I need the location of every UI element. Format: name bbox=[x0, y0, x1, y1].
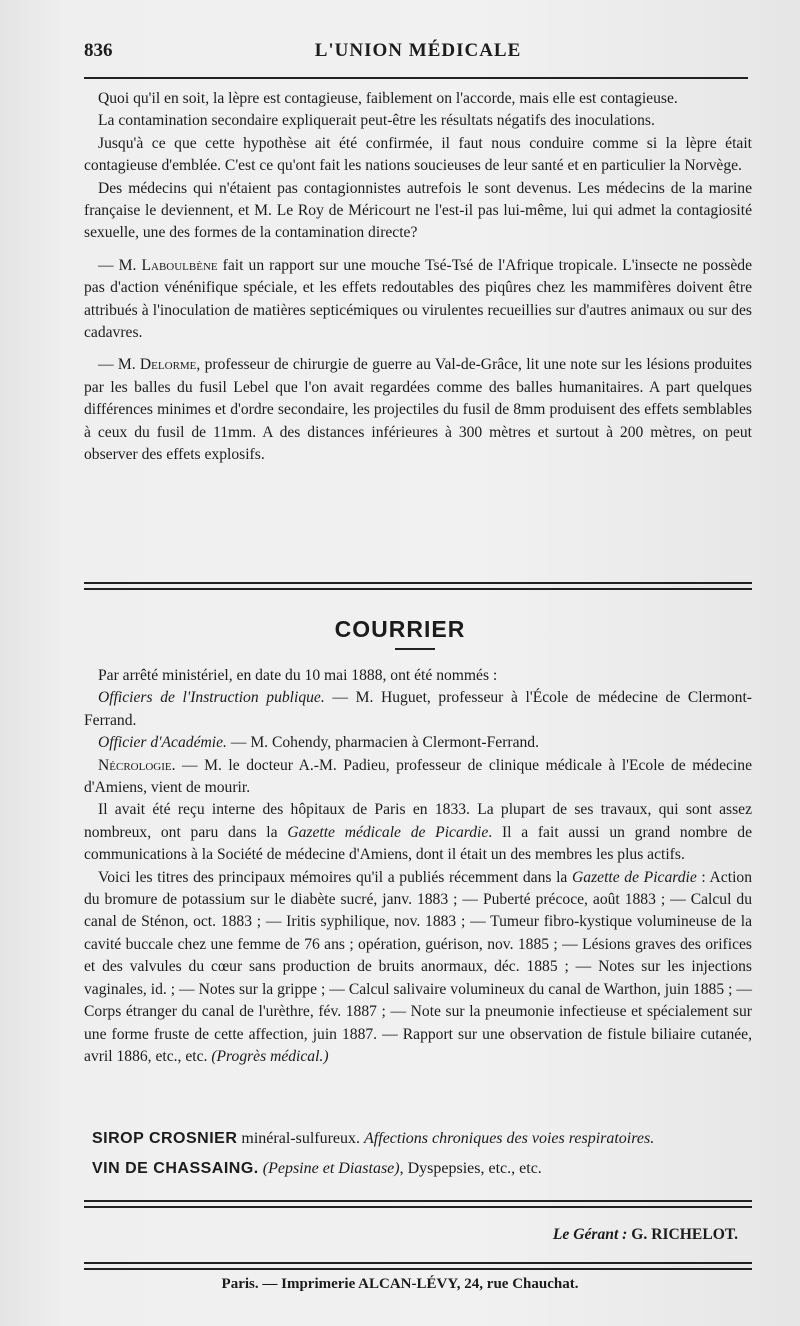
advertisements bbox=[92, 1124, 752, 1184]
appointment-label: Officiers de l'Instruction publique. bbox=[98, 689, 325, 707]
paragraph-text: — M. Cohendy, pharmacien à Clermont-Ferrand. bbox=[226, 734, 540, 752]
journal-title: Gazette médicale de Picardie bbox=[287, 823, 489, 841]
imprint-divider bbox=[84, 1262, 752, 1264]
ad-text: minéral-sulfureux. bbox=[237, 1130, 365, 1147]
journal-title: Gazette de Picardie bbox=[572, 868, 697, 886]
footer-divider bbox=[84, 1206, 752, 1208]
author-name: Laboulbène bbox=[141, 256, 218, 274]
paragraph: Quoi qu'il en soit, la lèpre est contagieuse, faiblement on l'accorde, mais elle est contagieuse. bbox=[98, 90, 678, 107]
paragraph bbox=[84, 354, 752, 466]
paragraph-text: Voici les titres des principaux mémoires qu'il a publiés récemment dans la bbox=[98, 868, 573, 886]
paragraph-text: , professeur de chirurgie de guerre au Val-de-Grâce, lit une note sur les lésions produites par les balles du fusil Lebel que l'on avait regardées comme des balles humanitaires. A part quelques différences minimes et d'ordre secondaire, les projectiles du fusil de 8mm produisent des effets semblables à ceux du fusil de 11mm. A des distances inférieures à 300 mètres et surtout à 200 mètres, on peut observer des effets explosifs. bbox=[84, 356, 752, 464]
ad-product-name: SIROP CROSNIER bbox=[92, 1130, 238, 1147]
paragraph bbox=[84, 687, 752, 732]
paragraph bbox=[84, 732, 752, 754]
paragraph-text: — M. Huguet, professeur à l'École de médecine de Clermont-Ferrand. bbox=[84, 689, 752, 729]
section-title: COURRIER bbox=[334, 616, 466, 642]
ad-description: (Pepsine et Diastase) bbox=[262, 1160, 400, 1177]
signature bbox=[553, 1226, 738, 1244]
title-underline bbox=[395, 648, 435, 650]
signature-name: G. RICHELOT. bbox=[627, 1226, 738, 1243]
printer-imprint: Paris. — Imprimerie ALCAN-LÉVY, 24, rue Chauchat. bbox=[221, 1276, 579, 1292]
dash-prefix: — M. bbox=[98, 256, 142, 274]
paragraph-text: Il avait été reçu interne des hôpitaux de Paris en 1833. La plupart de ses travaux, qui sont assez nombreux, ont paru dans la bbox=[84, 801, 752, 841]
necrology-label: Nécrologie. bbox=[98, 756, 176, 774]
dash-prefix: — M. bbox=[98, 356, 140, 374]
article-body bbox=[84, 88, 752, 467]
paragraph-text: fait un rapport sur une mouche Tsé-Tsé de l'Afrique tropicale. L'insecte ne possède pas d'action vénénifique spéciale, et les effets redoutables des piqûres chez les mammifères doivent être attribués à l'inoculation de matières septicémiques ou virulentes recueillies sur d'autres animaux ou sur des cadavres. bbox=[84, 256, 752, 342]
paragraph bbox=[84, 755, 752, 800]
appointment-label: Officier d'Académie. bbox=[98, 734, 227, 752]
advertisement bbox=[92, 1124, 752, 1154]
paragraph bbox=[84, 255, 752, 345]
running-title: L'UNION MÉDICALE bbox=[314, 40, 522, 61]
header-rule bbox=[84, 77, 748, 79]
paragraph: Jusqu'à ce que cette hypothèse ait été confirmée, il faut nous conduire comme si la lèpre était contagieuse d'emblée. C'est ce qu'ont fait les nations soucieuses de leur santé et en particulier la Norvège. bbox=[84, 134, 752, 175]
paragraph: Par arrêté ministériel, en date du 10 mai 1888, ont été nommés : bbox=[98, 667, 498, 684]
imprint-divider bbox=[84, 1268, 752, 1270]
advertisement bbox=[92, 1154, 752, 1184]
ad-product-name: VIN DE CHASSAING. bbox=[92, 1160, 259, 1177]
page-number: 836 bbox=[84, 40, 113, 61]
author-name: Delorme bbox=[139, 356, 197, 374]
paragraph-text: — M. le docteur A.-M. Padieu, professeur de clinique médicale à l'Ecole de médecine d'Amiens, vient de mourir. bbox=[84, 756, 752, 797]
paragraph: La contamination secondaire expliquerait peut-être les résultats négatifs des inoculations. bbox=[98, 112, 655, 130]
paragraph bbox=[84, 867, 752, 1069]
source-citation: (Progrès médical.) bbox=[211, 1047, 329, 1065]
ad-text: , Dyspepsies, etc., etc. bbox=[399, 1160, 542, 1177]
ad-description: Affections chroniques des voies respiratoires. bbox=[364, 1130, 655, 1147]
section-divider bbox=[84, 588, 752, 590]
paragraph-text: . Il a fait aussi un grand nombre de communications à la Société de médecine d'Amiens, dont il était un des membres les plus actifs. bbox=[84, 823, 752, 864]
paragraph-text: : Action du bromure de potassium sur le diabète sucré, janv. 1883 ; — Puberté précoce, août 1883 ; — Calcul du canal de Sténon, oct. 1883 ; — Iritis syphilique, nov. 1883 ; — Tumeur fibro-kystique volumineuse de la cavité buccale chez une femme de 76 ans ; opération, guérison, nov. 1885 ; — Lésions graves des orifices et des valvules du cœur sans production de bruits anormaux, déc. 1885 ; — Notes sur les injections vaginales, id. ; — Notes sur la grippe ; — Calcul salivaire volumineux du canal de Warthon, juin 1885 ; — Corps étranger du canal de l'urèthre, fév. 1887 ; — Note sur la pneumonie infectieuse et spécialement sur une forme fruste de cette affection, juin 1887. — Rapport sur une observation de fistule biliaire cutanée, avril 1886, etc., etc. bbox=[84, 868, 752, 1065]
paragraph: Des médecins qui n'étaient pas contagionnistes autrefois le sont devenus. Les médecins de la marine française le deviennent, et M. Le Roy de Méricourt ne l'est-il pas lui-même, lui qui admet la contagiosité sexuelle, une des formes de la contamination directe? bbox=[84, 179, 752, 242]
courrier-body bbox=[84, 665, 752, 1068]
paragraph bbox=[84, 799, 752, 866]
section-divider bbox=[84, 582, 752, 584]
page-header bbox=[84, 40, 752, 64]
footer-divider bbox=[84, 1200, 752, 1202]
signature-label: Le Gérant : bbox=[552, 1226, 628, 1243]
